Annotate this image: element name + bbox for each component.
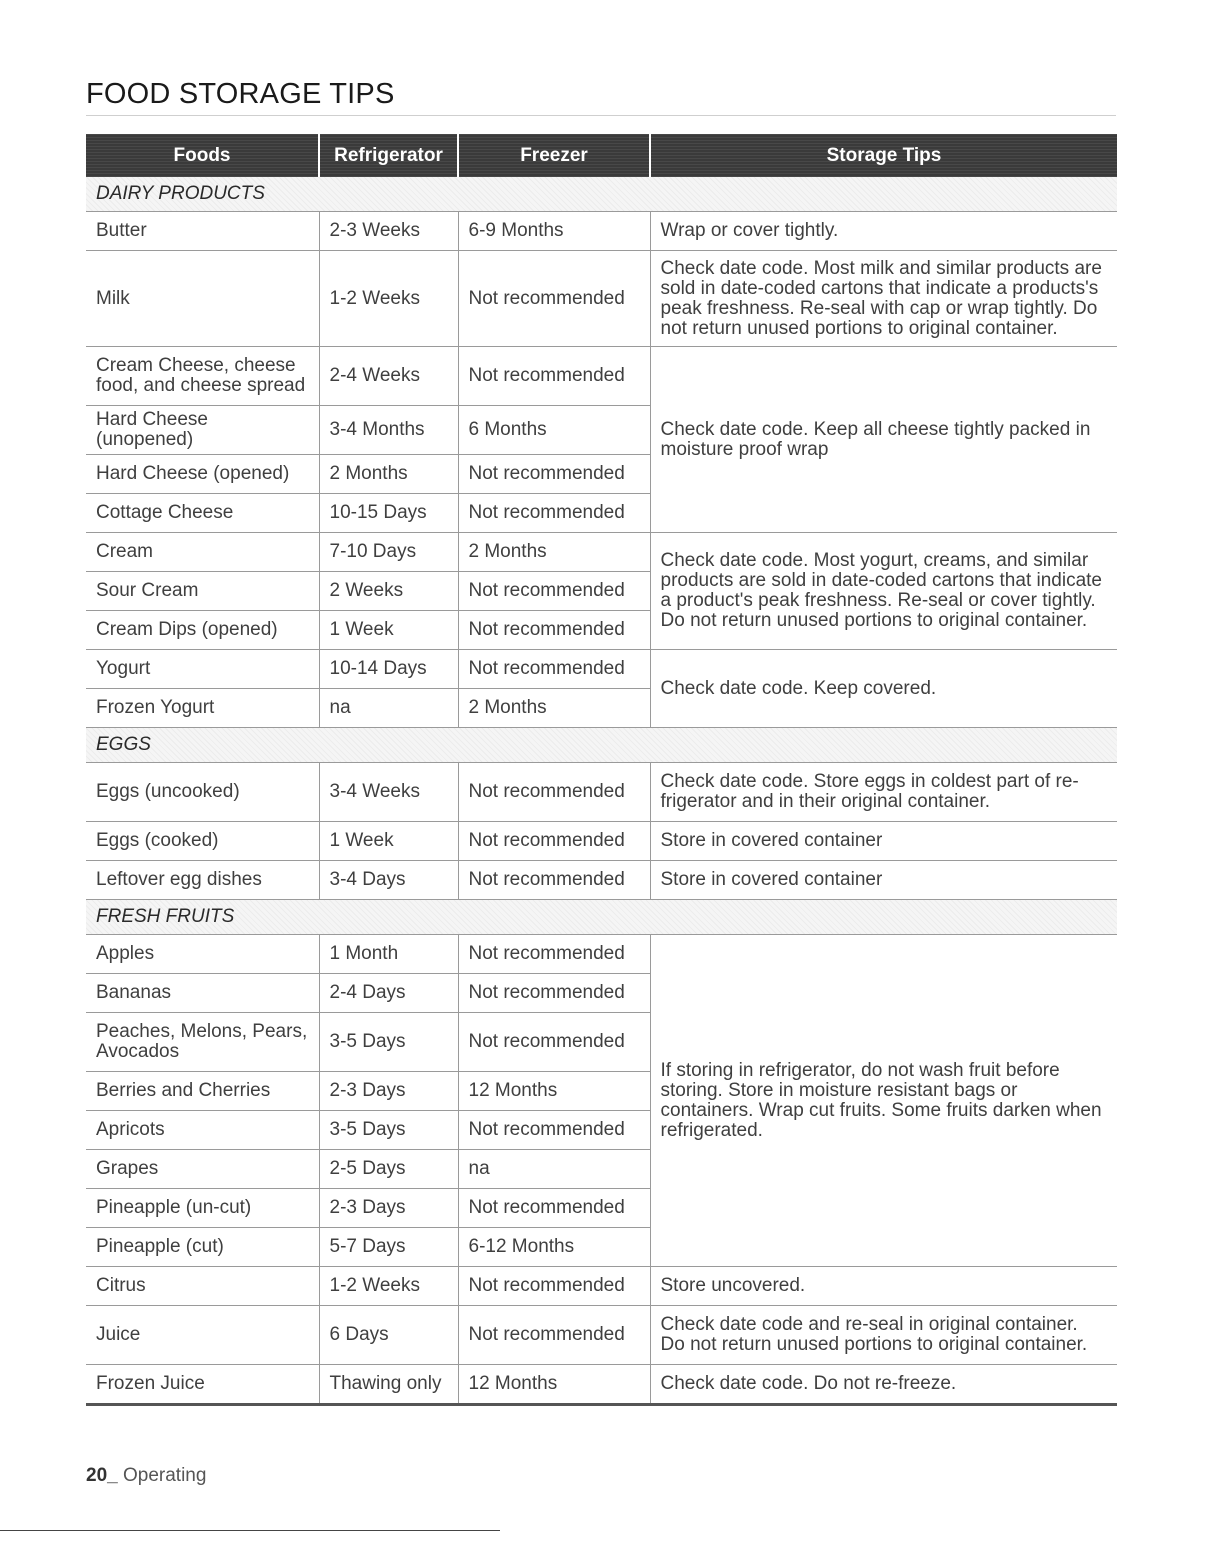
freezer-cell: 6-12 Months xyxy=(458,1228,650,1267)
refrigerator-cell: 3-4 Days xyxy=(319,861,458,900)
refrigerator-cell: 2-5 Days xyxy=(319,1150,458,1189)
refrigerator-cell: 1 Week xyxy=(319,611,458,650)
food-cell: Bananas xyxy=(86,974,319,1013)
section-row-dairy xyxy=(86,177,1117,212)
storage-tip-cell: Store in covered container xyxy=(650,822,1117,861)
storage-tip-cell: Check date code. Keep covered. xyxy=(650,650,1117,728)
freezer-cell: 2 Months xyxy=(458,689,650,728)
food-cell: Milk xyxy=(86,251,319,347)
table-row xyxy=(86,251,1117,347)
table-row xyxy=(86,822,1117,861)
column-header-foods: Foods xyxy=(86,134,319,177)
freezer-cell: Not recommended xyxy=(458,861,650,900)
food-cell: Butter xyxy=(86,212,319,251)
food-storage-table xyxy=(86,134,1117,1406)
freezer-cell: Not recommended xyxy=(458,763,650,822)
refrigerator-cell: 1 Week xyxy=(319,822,458,861)
refrigerator-cell: 7-10 Days xyxy=(319,533,458,572)
food-cell: Frozen Juice xyxy=(86,1365,319,1405)
freezer-cell: Not recommended xyxy=(458,572,650,611)
freezer-cell: Not recommended xyxy=(458,974,650,1013)
storage-tip-cell: Store uncovered. xyxy=(650,1267,1117,1306)
column-header-freezer: Freezer xyxy=(458,134,650,177)
page-number: 20_ xyxy=(86,1465,118,1486)
storage-tip-cell: Check date code. Do not re-freeze. xyxy=(650,1365,1117,1405)
freezer-cell: Not recommended xyxy=(458,650,650,689)
refrigerator-cell: 2-3 Days xyxy=(319,1189,458,1228)
refrigerator-cell: 3-4 Weeks xyxy=(319,763,458,822)
section-title-fresh-fruits: FRESH FRUITS xyxy=(86,900,1117,935)
food-cell: Cream Dips (opened) xyxy=(86,611,319,650)
freezer-cell: Not recommended xyxy=(458,1267,650,1306)
page-footer xyxy=(86,1465,206,1487)
table-row xyxy=(86,763,1117,822)
storage-tip-cell: Check date code. Store eggs in coldest part of re-frigerator and in their original container. xyxy=(650,763,1117,822)
table-header-row xyxy=(86,134,1117,177)
food-cell: Cottage Cheese xyxy=(86,494,319,533)
freezer-cell: Not recommended xyxy=(458,455,650,494)
freezer-cell: Not recommended xyxy=(458,494,650,533)
food-cell: Pineapple (cut) xyxy=(86,1228,319,1267)
food-cell: Hard Cheese (unopened) xyxy=(86,406,319,455)
freezer-cell: Not recommended xyxy=(458,347,650,406)
freezer-cell: Not recommended xyxy=(458,1306,650,1365)
refrigerator-cell: 2-4 Weeks xyxy=(319,347,458,406)
page-title: FOOD STORAGE TIPS xyxy=(86,78,395,110)
column-header-refrigerator: Refrigerator xyxy=(319,134,458,177)
food-cell: Frozen Yogurt xyxy=(86,689,319,728)
storage-tip-cell: Check date code. Most milk and similar products are sold in date-coded cartons that indicate a products's peak freshness. Re-seal with cap or wrap tightly. Do not return unused portions to original container. xyxy=(650,251,1117,347)
storage-tip-cell: Store in covered container xyxy=(650,861,1117,900)
refrigerator-cell: 3-5 Days xyxy=(319,1013,458,1072)
food-cell: Eggs (uncooked) xyxy=(86,763,319,822)
storage-tip-cell: If storing in refrigerator, do not wash fruit before storing. Store in moisture resistant bags or containers. Wrap cut fruits. Some fruits darken when refrigerated. xyxy=(650,935,1117,1267)
refrigerator-cell: 3-5 Days xyxy=(319,1111,458,1150)
freezer-cell: 2 Months xyxy=(458,533,650,572)
section-row-eggs xyxy=(86,728,1117,763)
food-cell: Apples xyxy=(86,935,319,974)
refrigerator-cell: 2-3 Days xyxy=(319,1072,458,1111)
food-cell: Grapes xyxy=(86,1150,319,1189)
refrigerator-cell: 10-14 Days xyxy=(319,650,458,689)
refrigerator-cell: 2-3 Weeks xyxy=(319,212,458,251)
freezer-cell: Not recommended xyxy=(458,251,650,347)
refrigerator-cell: 1 Month xyxy=(319,935,458,974)
table-row xyxy=(86,861,1117,900)
food-cell: Cream Cheese, cheese food, and cheese spread xyxy=(86,347,319,406)
refrigerator-cell: 5-7 Days xyxy=(319,1228,458,1267)
refrigerator-cell: 3-4 Months xyxy=(319,406,458,455)
food-cell: Pineapple (un-cut) xyxy=(86,1189,319,1228)
storage-tip-cell: Check date code. Most yogurt, creams, and similar products are sold in date-coded cartons that indicate a product's peak freshness. Re-seal or cover tightly. Do not return unused portions to original container. xyxy=(650,533,1117,650)
table-row xyxy=(86,533,1117,572)
section-title-eggs: EGGS xyxy=(86,728,1117,763)
refrigerator-cell: 2 Months xyxy=(319,455,458,494)
food-cell: Hard Cheese (opened) xyxy=(86,455,319,494)
table-row xyxy=(86,1267,1117,1306)
food-cell: Juice xyxy=(86,1306,319,1365)
storage-tip-cell: Wrap or cover tightly. xyxy=(650,212,1117,251)
table-row xyxy=(86,347,1117,406)
refrigerator-cell: Thawing only xyxy=(319,1365,458,1405)
food-cell: Sour Cream xyxy=(86,572,319,611)
food-cell: Leftover egg dishes xyxy=(86,861,319,900)
freezer-cell: Not recommended xyxy=(458,935,650,974)
freezer-cell: 12 Months xyxy=(458,1072,650,1111)
section-title-dairy-products: DAIRY PRODUCTS xyxy=(86,177,1117,212)
section-row-fresh-fruits xyxy=(86,900,1117,935)
freezer-cell: 6-9 Months xyxy=(458,212,650,251)
table-row xyxy=(86,212,1117,251)
food-cell: Eggs (cooked) xyxy=(86,822,319,861)
table-row xyxy=(86,935,1117,974)
refrigerator-cell: 1-2 Weeks xyxy=(319,1267,458,1306)
refrigerator-cell: 10-15 Days xyxy=(319,494,458,533)
footer-section-label: Operating xyxy=(122,1465,207,1486)
freezer-cell: Not recommended xyxy=(458,1189,650,1228)
table-row xyxy=(86,1306,1117,1365)
table-row xyxy=(86,1365,1117,1405)
food-cell: Apricots xyxy=(86,1111,319,1150)
food-cell: Yogurt xyxy=(86,650,319,689)
freezer-cell: 12 Months xyxy=(458,1365,650,1405)
table-row xyxy=(86,650,1117,689)
storage-tip-cell: Check date code. Keep all cheese tightly packed in moisture proof wrap xyxy=(650,347,1117,533)
food-cell: Berries and Cherries xyxy=(86,1072,319,1111)
storage-tip-cell: Check date code and re-seal in original container. Do not return unused portions to original container. xyxy=(650,1306,1117,1365)
food-cell: Citrus xyxy=(86,1267,319,1306)
column-header-storage-tips: Storage Tips xyxy=(650,134,1117,177)
refrigerator-cell: 2 Weeks xyxy=(319,572,458,611)
food-cell: Peaches, Melons, Pears, Avocados xyxy=(86,1013,319,1072)
freezer-cell: Not recommended xyxy=(458,1111,650,1150)
refrigerator-cell: 6 Days xyxy=(319,1306,458,1365)
refrigerator-cell: na xyxy=(319,689,458,728)
title-divider xyxy=(86,115,1116,116)
freezer-cell: na xyxy=(458,1150,650,1189)
freezer-cell: 6 Months xyxy=(458,406,650,455)
food-cell: Cream xyxy=(86,533,319,572)
freezer-cell: Not recommended xyxy=(458,611,650,650)
refrigerator-cell: 1-2 Weeks xyxy=(319,251,458,347)
bottom-divider xyxy=(0,1530,500,1531)
refrigerator-cell: 2-4 Days xyxy=(319,974,458,1013)
freezer-cell: Not recommended xyxy=(458,1013,650,1072)
freezer-cell: Not recommended xyxy=(458,822,650,861)
